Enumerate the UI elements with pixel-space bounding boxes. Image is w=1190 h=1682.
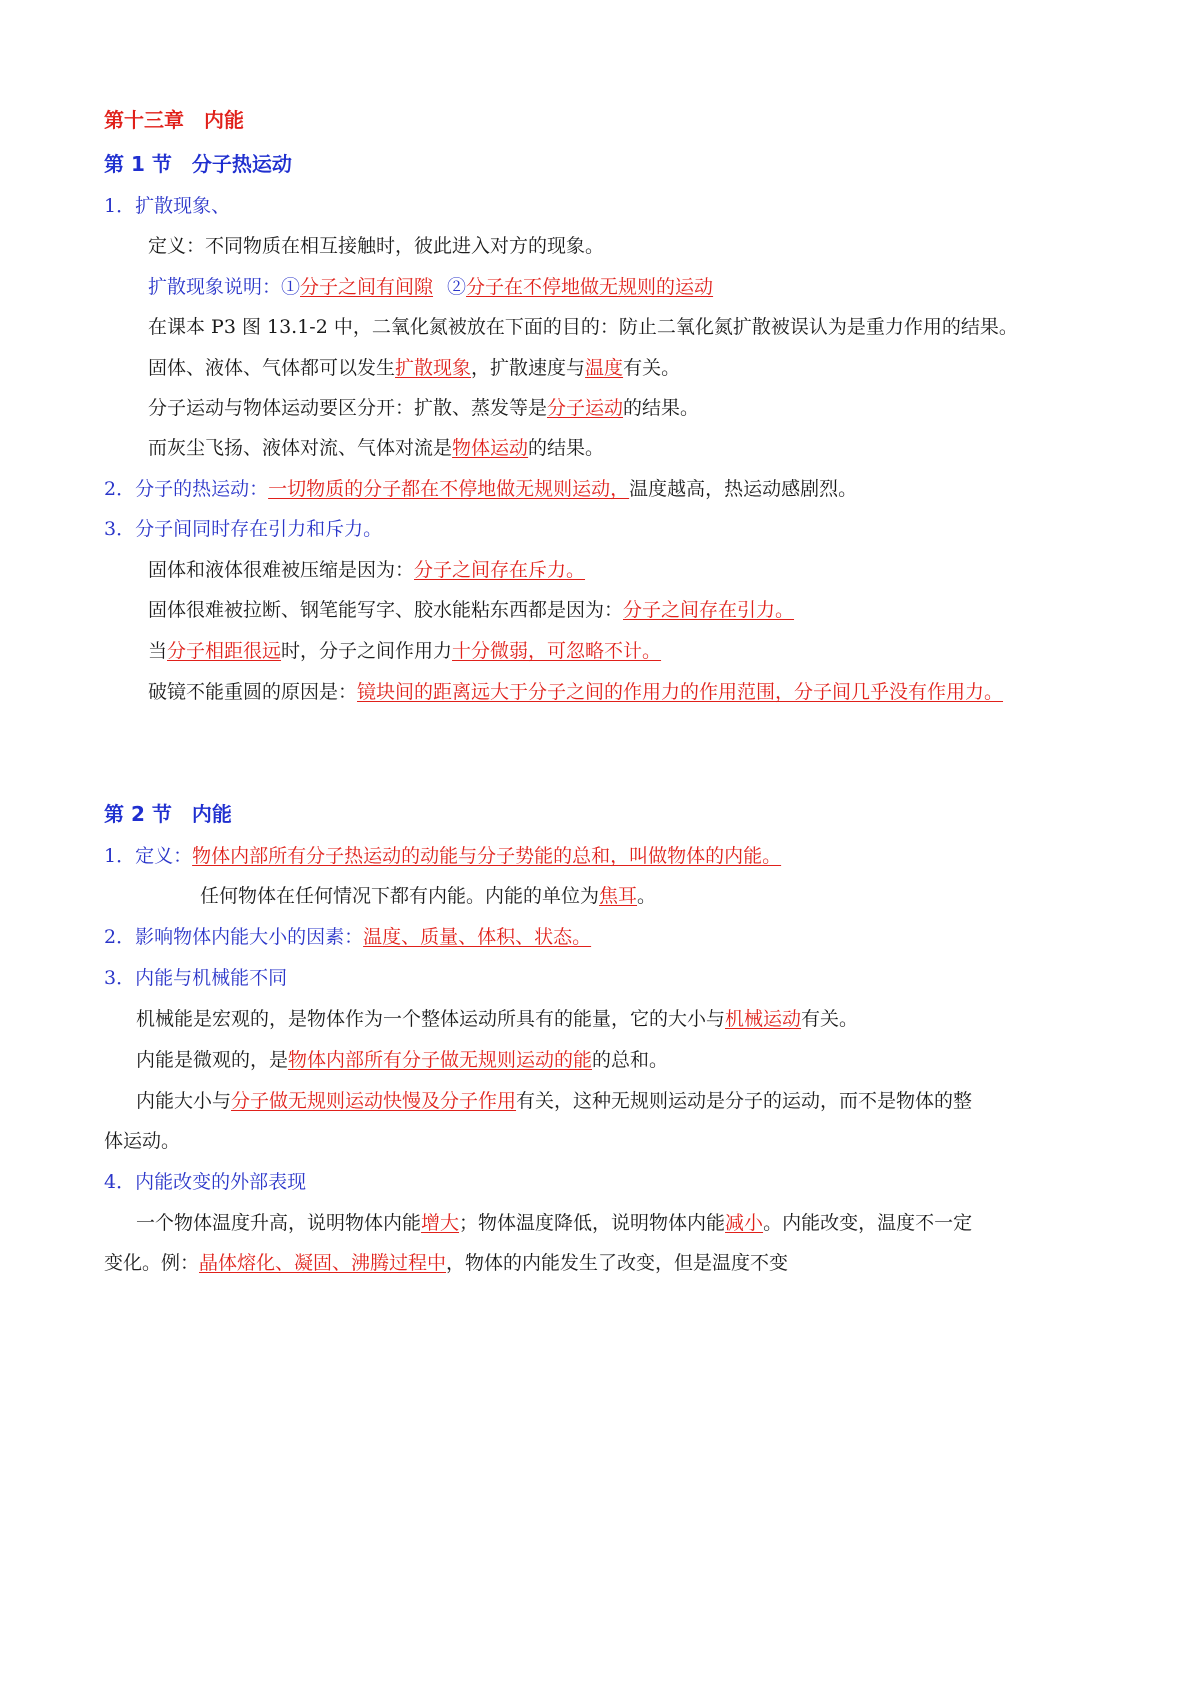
s2-4-text-e: 。内能改变，温度不一定 xyxy=(763,1212,973,1234)
s2-item1-answer: 物体内部所有分子热运动的动能与分子势能的总和，叫做物体的内能。 xyxy=(192,845,782,867)
s2-l3-answer-b: 分子做无规则运动快慢及分子作用 xyxy=(231,1090,517,1112)
explain-label: 扩散现象说明：① xyxy=(148,276,301,298)
s2-item3-line1 xyxy=(136,1006,858,1032)
l4-text: 破镜不能重圆的原因是： xyxy=(148,681,358,703)
l1-answer: 分子之间存在斥力。 xyxy=(414,559,586,581)
s2-l2-answer-b: 物体内部所有分子做无规则运动的能 xyxy=(288,1049,593,1071)
dust-text-a: 而灰尘飞扬、液体对流、气体对流是 xyxy=(148,437,453,459)
s2-item1 xyxy=(104,843,781,869)
s1-item2 xyxy=(104,476,857,502)
s1-item3-heading: 3．分子间同时存在引力和斥力。 xyxy=(104,518,383,540)
s2-item2-answer: 温度、质量、体积、状态。 xyxy=(363,926,592,948)
s2-l1-text-c: 有关。 xyxy=(801,1008,859,1030)
s2-4-text-a: 一个物体温度升高，说明物体内能 xyxy=(136,1212,422,1234)
s1-item1-explain xyxy=(148,274,713,300)
section-2-title: 第 2 节 内能 xyxy=(104,802,232,826)
s2-item3-line2 xyxy=(136,1047,668,1073)
l3-text-c: 时，分子之间作用力 xyxy=(281,640,453,662)
s2-l2-text-a: 内能是微观的，是 xyxy=(136,1049,289,1071)
s2-l3-text-c: 有关，这种无规则运动是分子的运动，而不是物体的整 xyxy=(516,1090,973,1112)
states-answer-d: 温度 xyxy=(585,357,624,379)
s1-item3-line3 xyxy=(148,638,661,664)
s1-item2-answer: 一切物质的分子都在不停地做无规则运动， xyxy=(268,478,630,500)
note-text-c: 。 xyxy=(637,885,657,907)
l2-text: 固体很难被拉断、钢笔能写字、胶水能粘东西都是因为： xyxy=(148,599,624,621)
l3-answer-b: 分子相距很远 xyxy=(167,640,282,662)
s1-item1-definition: 定义：不同物质在相互接触时，彼此进入对方的现象。 xyxy=(148,235,605,257)
states-answer-b: 扩散现象 xyxy=(395,357,472,379)
states-text-a: 固体、液体、气体都可以发生 xyxy=(148,357,396,379)
s1-item2-tail: 温度越高，热运动感剧烈。 xyxy=(629,478,858,500)
l1-text: 固体和液体很难被压缩是因为： xyxy=(148,559,415,581)
s1-item1-motion xyxy=(148,395,699,421)
l3-text-a: 当 xyxy=(148,640,168,662)
s1-item1-textbook: 在课本 P3 图 13.1-2 中，二氧化氮被放在下面的目的：防止二氧化氮扩散被误认为是重力作用的结果。 xyxy=(148,316,1018,338)
s1-item1-heading: 1．扩散现象、 xyxy=(104,195,231,217)
s2-l1-answer-b: 机械运动 xyxy=(725,1008,802,1030)
s1-item3-line1 xyxy=(148,557,585,583)
s2-item3-line3 xyxy=(136,1088,972,1114)
s2-item4-line2 xyxy=(104,1250,788,1276)
explain-answer-a: 分子之间有间隙 xyxy=(300,276,434,298)
s2-item2 xyxy=(104,924,591,950)
s2-4-answer-d: 减小 xyxy=(725,1212,764,1234)
explain-answer-b: 分子在不停地做无规则的运动 xyxy=(466,276,714,298)
s2-l3-text-a: 内能大小与 xyxy=(136,1090,232,1112)
s2-item3-line3-cont: 体运动。 xyxy=(104,1130,181,1152)
l4-answer: 镜块间的距离远大于分子之间的作用力的作用范围，分子间几乎没有作用力。 xyxy=(357,681,1004,703)
s1-item1-dust xyxy=(148,435,604,461)
explain-sep: ② xyxy=(447,276,467,298)
l2-answer: 分子之间存在引力。 xyxy=(623,599,795,621)
dust-text-c: 的结果。 xyxy=(528,437,605,459)
s2-item1-note xyxy=(200,883,656,909)
s2-item4-heading: 4．内能改变的外部表现 xyxy=(104,1171,307,1193)
note-answer-b: 焦耳 xyxy=(599,885,638,907)
s2-item1-heading: 1．定义： xyxy=(104,845,193,867)
chapter-title: 第十三章 内能 xyxy=(104,108,244,132)
note-text-a: 任何物体在任何情况下都有内能。内能的单位为 xyxy=(200,885,600,907)
s2-item4-line1 xyxy=(136,1210,972,1236)
s2-4-l2-text-c: ，物体的内能发生了改变，但是温度不变 xyxy=(446,1252,789,1274)
states-text-c: ，扩散速度与 xyxy=(471,357,586,379)
s2-4-text-c: ；物体温度降低，说明物体内能 xyxy=(459,1212,726,1234)
s1-item2-heading: 2．分子的热运动： xyxy=(104,478,269,500)
l3-answer-d: 十分微弱，可忽略不计。 xyxy=(452,640,662,662)
s2-4-l2-text-a: 变化。例： xyxy=(104,1252,200,1274)
s2-l1-text-a: 机械能是宏观的，是物体作为一个整体运动所具有的能量，它的大小与 xyxy=(136,1008,726,1030)
s2-4-answer-b: 增大 xyxy=(421,1212,460,1234)
section-1-title: 第 1 节 分子热运动 xyxy=(104,152,292,176)
s2-item2-heading: 2．影响物体内能大小的因素： xyxy=(104,926,364,948)
motion-text-c: 的结果。 xyxy=(623,397,700,419)
motion-answer-b: 分子运动 xyxy=(547,397,624,419)
dust-answer-b: 物体运动 xyxy=(452,437,529,459)
s1-item3-line2 xyxy=(148,597,794,623)
s2-l2-text-c: 的总和。 xyxy=(592,1049,669,1071)
s1-item3-line4 xyxy=(148,679,1003,705)
states-text-e: 有关。 xyxy=(623,357,681,379)
s2-4-l2-answer-b: 晶体熔化、凝固、沸腾过程中 xyxy=(199,1252,447,1274)
s2-item3-heading: 3．内能与机械能不同 xyxy=(104,967,288,989)
s1-item1-states xyxy=(148,355,680,381)
motion-text-a: 分子运动与物体运动要区分开：扩散、蒸发等是 xyxy=(148,397,548,419)
